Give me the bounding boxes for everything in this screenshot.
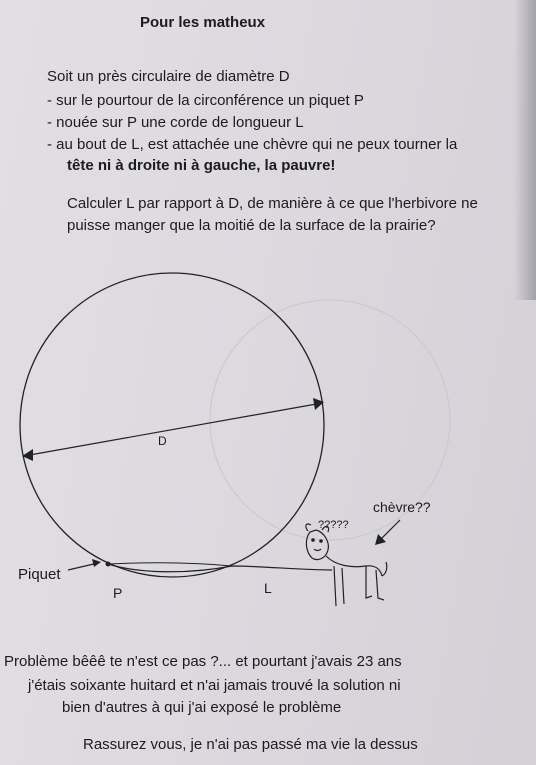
bullet-corde: - nouée sur P une corde de longueur L	[47, 114, 304, 131]
question-line-2: puisse manger que la moitié de la surface de la prairie?	[67, 217, 436, 234]
footer-line-2: j'étais soixante huitard et n'ai jamais trouvé la solution ni	[28, 677, 401, 694]
stake-p-label: P	[113, 585, 123, 601]
footer-line-1: Problème bêêê te n'est ce pas ?... et pourtant j'avais 23 ans	[4, 653, 402, 670]
meadow-circle	[20, 273, 324, 577]
goat-thought: ?????	[318, 519, 349, 531]
stake-dot	[106, 562, 111, 567]
bullet-piquet: - sur le pourtour de la circonférence un piquet P	[47, 92, 364, 109]
goat-label: chèvre??	[373, 499, 431, 515]
footer-line-4: Rassurez vous, je n'ai pas passé ma vie la dessus	[83, 736, 418, 753]
piquet-label: Piquet	[18, 566, 61, 583]
page-title: Pour les matheux	[140, 14, 266, 31]
footer-line-3: bien d'autres à qui j'ai exposé le problème	[62, 699, 342, 716]
rope-l-label: L	[264, 580, 272, 596]
diameter-line	[24, 403, 322, 456]
rope-line-upper	[108, 563, 232, 566]
question-line-1: Calculer L par rapport à D, de manière à ce que l'herbivore ne	[67, 195, 478, 212]
piquet-arrowhead	[92, 559, 101, 567]
bullet-chevre: - au bout de L, est attachée une chèvre qui ne peux tourner la	[47, 136, 458, 153]
bullet-chevre-cont: tête ni à droite ni à gauche, la pauvre!	[67, 157, 336, 174]
diameter-label: D	[158, 434, 167, 448]
goat-drawing	[306, 524, 387, 606]
intro-text: Soit un près circulaire de diamètre D	[47, 68, 290, 85]
